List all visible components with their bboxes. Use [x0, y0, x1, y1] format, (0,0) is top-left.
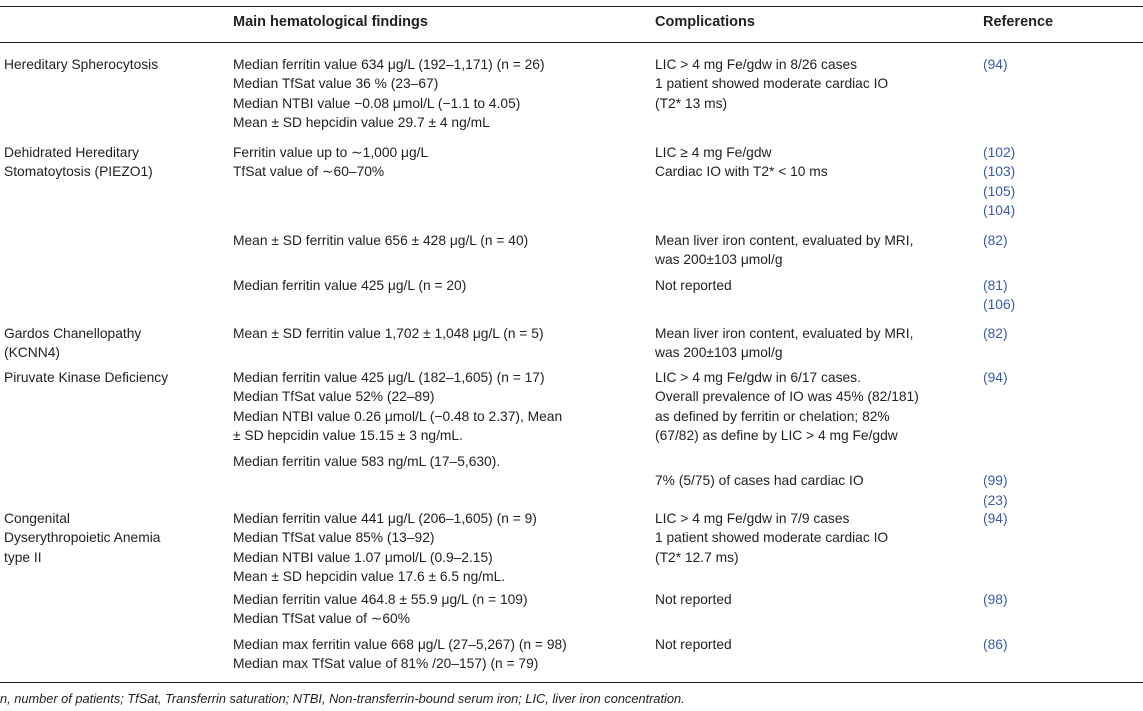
row-8-references	[983, 590, 1008, 609]
complication-line: Not reported	[655, 278, 732, 293]
reference-link[interactable]: (106)	[983, 297, 1016, 313]
reference-link[interactable]: (98)	[983, 592, 1008, 607]
row-3-complications	[655, 276, 732, 295]
reference-link[interactable]: (94)	[983, 57, 1008, 72]
complication-line: (T2* 13 ms)	[655, 95, 728, 111]
finding-line: Median max TfSat value of 81% /20–157) (n = 79)	[233, 656, 539, 672]
disease-name: Piruvate Kinase Deficiency	[4, 370, 169, 385]
complication-line: Not reported	[655, 592, 732, 607]
row-4-disease	[4, 324, 141, 363]
row-6-complications	[655, 452, 864, 491]
reference-link[interactable]: (86)	[983, 637, 1008, 652]
row-0-disease	[4, 55, 158, 74]
finding-line: Median TfSat value 85% (13–92)	[233, 530, 435, 546]
reference-link[interactable]: (82)	[983, 326, 1008, 341]
complication-line: Mean liver iron content, evaluated by MRI,	[655, 233, 914, 248]
row-4-complications	[655, 324, 913, 363]
disease-name: type II	[4, 549, 42, 565]
table-header-rule	[0, 42, 1143, 43]
finding-line: Median ferritin value 464.8 ± 55.9 μg/L (n = 109)	[233, 592, 528, 607]
finding-line: Median ferritin value 425 μg/L (182–1,605) (n = 17)	[233, 370, 545, 385]
disease-name: Congenital	[4, 511, 70, 526]
finding-line: Median ferritin value 425 μg/L (n = 20)	[233, 278, 467, 293]
reference-link[interactable]: (105)	[983, 183, 1016, 199]
table-top-rule	[0, 6, 1143, 7]
complication-line: Not reported	[655, 637, 732, 652]
row-4-findings	[233, 324, 544, 343]
reference-link[interactable]: (94)	[983, 511, 1008, 526]
row-7-references	[983, 509, 1008, 528]
reference-link[interactable]: (81)	[983, 278, 1008, 293]
finding-line: Median ferritin value 583 ng/mL (17–5,630).	[233, 454, 501, 469]
finding-line: Median NTBI value 0.26 μmol/L (−0.48 to 2.37), Mean	[233, 408, 563, 424]
reference-link[interactable]: (82)	[983, 233, 1008, 248]
row-1-complications	[655, 143, 828, 182]
complication-line: was 200±103 μmol/g	[655, 252, 783, 268]
row-6-references	[983, 452, 1008, 510]
complication-line: (T2* 12.7 ms)	[655, 549, 739, 565]
finding-line: Median ferritin value 634 μg/L (192–1,171) (n = 26)	[233, 57, 545, 72]
row-7-findings	[233, 509, 537, 587]
finding-line: Median max ferritin value 668 μg/L (27–5,267) (n = 98)	[233, 637, 567, 652]
row-1-findings	[233, 143, 428, 182]
complication-line: Cardiac IO with T2* < 10 ms	[655, 164, 828, 180]
row-5-disease	[4, 368, 168, 387]
complication-line: was 200±103 μmol/g	[655, 345, 783, 361]
row-0-references	[983, 55, 1008, 74]
header-complications: Complications	[655, 14, 755, 30]
complication-line	[655, 452, 864, 471]
disease-name: Gardos Chanellopathy	[4, 326, 142, 341]
reference-link[interactable]: (103)	[983, 164, 1016, 180]
row-5-findings	[233, 368, 562, 446]
disease-name: (KCNN4)	[4, 345, 60, 361]
complication-line: LIC > 4 mg Fe/gdw in 8/26 cases	[655, 57, 858, 72]
complication-line: Mean liver iron content, evaluated by MRI,	[655, 326, 914, 341]
complication-line: Overall prevalence of IO was 45% (82/181)	[655, 389, 919, 405]
finding-line: Median TfSat value of ∼60%	[233, 611, 410, 627]
row-3-references	[983, 276, 1015, 315]
row-7-disease	[4, 509, 160, 567]
complication-line: LIC > 4 mg Fe/gdw in 7/9 cases	[655, 511, 850, 526]
row-4-references	[983, 324, 1008, 343]
row-8-complications	[655, 590, 732, 609]
row-1-references	[983, 143, 1015, 221]
reference-link	[983, 452, 1008, 471]
finding-line: Mean ± SD hepcidin value 29.7 ± 4 ng/mL	[233, 115, 490, 131]
row-5-complications	[655, 368, 919, 446]
complication-line: (67/82) as define by LIC > 4 mg Fe/gdw	[655, 428, 898, 444]
complication-line: 1 patient showed moderate cardiac IO	[655, 530, 889, 546]
reference-link[interactable]: (104)	[983, 203, 1016, 219]
row-1-disease	[4, 143, 153, 182]
finding-line: Median TfSat value 52% (22–89)	[233, 389, 435, 405]
complication-line: LIC ≥ 4 mg Fe/gdw	[655, 145, 772, 160]
finding-line: Median NTBI value 1.07 μmol/L (0.9–2.15)	[233, 549, 493, 565]
disease-name: Dehidrated Hereditary	[4, 145, 139, 160]
finding-line: Median NTBI value −0.08 μmol/L (−1.1 to 4.05)	[233, 95, 521, 111]
row-5-references	[983, 368, 1008, 387]
disease-name: Hereditary Spherocytosis	[4, 57, 159, 72]
finding-line: Ferritin value up to ∼1,000 μg/L	[233, 145, 429, 160]
finding-line: Mean ± SD hepcidin value 17.6 ± 6.5 ng/mL.	[233, 569, 506, 585]
finding-line: Mean ± SD ferritin value 656 ± 428 μg/L (n = 40)	[233, 233, 529, 248]
reference-link[interactable]: (94)	[983, 370, 1008, 385]
table-footnote: n, number of patients; TfSat, Transferrin saturation; NTBI, Non-transferrin-bound serum iron; LIC, liver iron concentration.	[0, 691, 685, 706]
disease-name: Dyserythropoietic Anemia	[4, 530, 161, 546]
header-main-findings: Main hematological findings	[233, 14, 428, 30]
complication-line: as defined by ferritin or chelation; 82%	[655, 408, 890, 424]
reference-link[interactable]: (23)	[983, 492, 1008, 508]
header-reference: Reference	[983, 14, 1054, 30]
reference-link[interactable]: (99)	[983, 473, 1008, 489]
reference-link[interactable]: (102)	[983, 145, 1016, 160]
complication-line: LIC > 4 mg Fe/gdw in 6/17 cases.	[655, 370, 861, 385]
disease-name: Stomatoytosis (PIEZO1)	[4, 164, 153, 180]
complication-line: 1 patient showed moderate cardiac IO	[655, 76, 889, 92]
row-9-findings	[233, 635, 567, 674]
row-2-findings	[233, 231, 528, 250]
row-0-findings	[233, 55, 545, 133]
table-bottom-rule	[0, 682, 1143, 683]
finding-line: TfSat value of ∼60–70%	[233, 164, 385, 180]
complication-line: 7% (5/75) of cases had cardiac IO	[655, 473, 864, 489]
row-9-references	[983, 635, 1008, 654]
row-9-complications	[655, 635, 732, 654]
finding-line: ± SD hepcidin value 15.15 ± 3 ng/mL.	[233, 428, 463, 444]
row-8-findings	[233, 590, 528, 629]
row-0-complications	[655, 55, 888, 113]
finding-line: Mean ± SD ferritin value 1,702 ± 1,048 μg/L (n = 5)	[233, 326, 544, 341]
row-2-complications	[655, 231, 913, 270]
row-7-complications	[655, 509, 888, 567]
finding-line: Median TfSat value 36 % (23–67)	[233, 76, 439, 92]
finding-line: Median ferritin value 441 μg/L (206–1,605) (n = 9)	[233, 511, 537, 526]
row-2-references	[983, 231, 1008, 250]
row-6-findings	[233, 452, 500, 471]
row-3-findings	[233, 276, 466, 295]
